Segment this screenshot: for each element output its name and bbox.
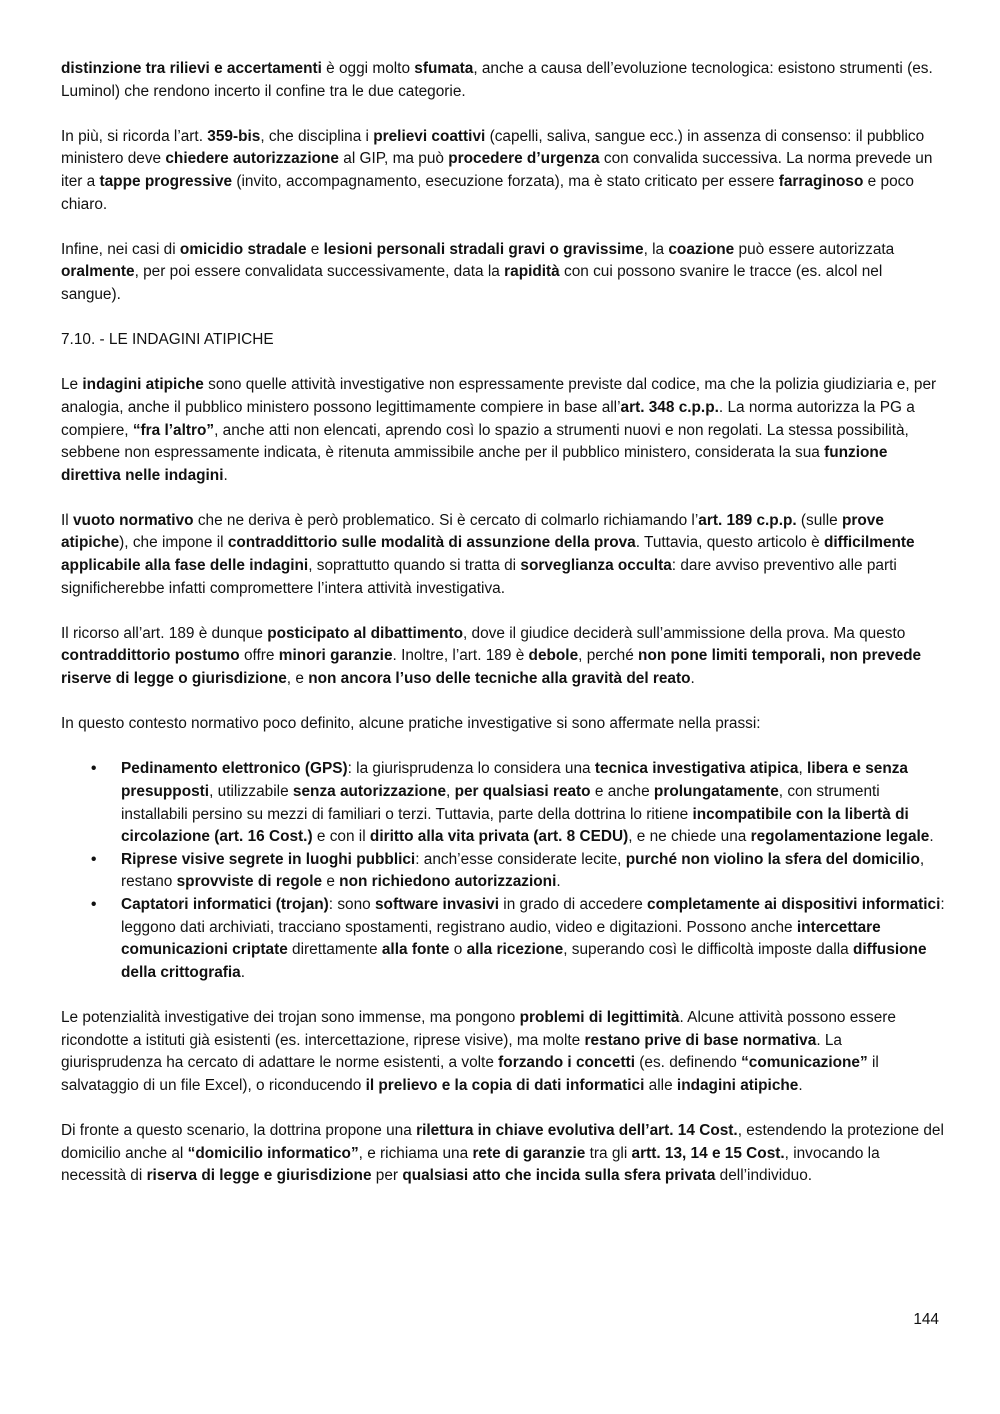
text-run: (es. definendo <box>634 1054 742 1072</box>
bold-text: non pone limiti temporali, non prevede riserve di legge o giurisdizione <box>61 647 922 688</box>
bold-text: riserva di legge e giurisdizione <box>146 1167 372 1185</box>
bullet-icon: • <box>91 895 97 913</box>
bold-text: art. 348 c.p.p. <box>620 398 719 416</box>
text-run: : sono <box>328 895 375 913</box>
bold-text: tecnica investigativa atipica <box>594 760 799 778</box>
list-item <box>91 758 946 848</box>
bold-text: difficilmente applicabile alla fase delle indagini <box>61 534 915 575</box>
text-run: il salvataggio di un file Excel), o riconducendo <box>61 1054 879 1094</box>
bold-text: alla ricezione <box>466 941 564 959</box>
text-run: , superando così le difficoltà imposte dalla <box>563 941 853 959</box>
text-run: in grado di accedere <box>499 895 648 913</box>
bold-text: contraddittorio postumo <box>61 647 240 665</box>
text-run: , <box>798 760 808 778</box>
list-item <box>91 894 946 984</box>
text-run: . <box>223 466 228 484</box>
bold-text: artt. 13, 14 e 15 Cost. <box>631 1144 785 1162</box>
bold-text: sfumata <box>414 60 474 77</box>
text-run: , invocando la necessità di <box>61 1144 880 1185</box>
bold-text: art. 189 c.p.p. <box>698 511 797 529</box>
bold-text: libera e senza presupposti <box>121 760 908 800</box>
text-run: . <box>556 873 561 891</box>
bold-text: funzione direttiva nelle indagini <box>61 444 888 484</box>
text-run: e <box>306 240 324 258</box>
text-run: : la giurisprudenza lo considera una <box>347 760 595 778</box>
text-run: , con strumenti installabili persino su mezzi di familiari o terzi. Tuttavia, parte della dottrina lo ritiene <box>121 783 880 823</box>
bold-text: qualsiasi atto che incida sulla sfera privata <box>402 1167 716 1185</box>
text-run: Il ricorso all’art. 189 è dunque <box>61 624 268 642</box>
text-run: , soprattutto quando si tratta di <box>308 557 521 575</box>
paragraph <box>61 1007 946 1097</box>
text-run: al GIP, ma può <box>339 150 449 168</box>
bold-text: sorveglianza occulta <box>520 557 672 575</box>
text-run: Le <box>61 376 83 394</box>
text-run: , anche atti non elencati, aprendo così lo spazio a strumenti nuovi e non regolati. La stessa possibilità, sebbene non espressamente indicata, è ritenuta ammissibile anche per il pubblico ministero, considerata la sua <box>61 421 909 462</box>
bold-text: farraginoso <box>778 172 864 190</box>
bold-text: distinzione tra rilievi e accertamenti <box>61 60 322 77</box>
text-run: . <box>798 1076 803 1094</box>
bold-text: intercettare comunicazioni criptate <box>121 918 881 959</box>
bold-text: prelievi coattivi <box>373 127 486 145</box>
bold-text: rapidità <box>504 263 560 281</box>
paragraph <box>61 713 946 736</box>
bold-text: completamente ai dispositivi informatici <box>647 895 941 913</box>
bold-text: prolungatamente <box>653 783 779 800</box>
paragraph <box>61 239 946 307</box>
text-run: , estendendo la protezione del domicilio anche al <box>61 1121 944 1162</box>
text-run: e <box>322 873 340 891</box>
text-run: . <box>690 670 695 688</box>
text-run: . <box>929 828 934 846</box>
bullet-list <box>61 758 946 984</box>
text-run: , dove il giudice deciderà sull’ammissione della prova. Ma questo <box>463 624 906 642</box>
bold-text: rete di garanzie <box>472 1144 586 1162</box>
list-item-text <box>121 896 945 981</box>
bold-text: software invasivi <box>374 895 500 913</box>
text-run: , <box>446 783 455 800</box>
bold-text: debole <box>528 647 579 665</box>
text-run: , restano <box>121 850 925 891</box>
bold-text: alla fonte <box>381 941 450 959</box>
text-run: dell’individuo. <box>715 1167 813 1185</box>
text-run: In questo contesto normativo poco definito, alcune pratiche investigative si sono affermate nella prassi: <box>61 715 761 733</box>
bold-text: diffusione della crittografia <box>121 941 927 981</box>
text-run: e con il <box>312 828 370 846</box>
bold-text: coazione <box>668 240 735 258</box>
text-run: , e richiama una <box>358 1144 473 1162</box>
bold-text: procedere d’urgenza <box>448 150 600 168</box>
bold-text: prove atipiche <box>61 511 884 552</box>
text-run: (capelli, saliva, sangue ecc.) in assenza di consenso: il pubblico ministero deve <box>61 127 925 168</box>
text-run: , per poi essere convalidata successivamente, data la <box>134 263 505 281</box>
bold-text: restano prive di base normativa <box>584 1031 817 1049</box>
bold-text: minori garanzie <box>278 647 393 665</box>
text-run: (invito, accompagnamento, esecuzione forzata), ma è stato criticato per essere <box>232 172 779 190</box>
list-item <box>91 849 946 894</box>
bold-text: “domicilio informatico” <box>187 1144 359 1162</box>
text-run: . La norma autorizza la PG a compiere, <box>61 398 915 439</box>
text-run: . <box>240 963 246 981</box>
bold-text: chiedere autorizzazione <box>165 150 339 168</box>
bold-text: “comunicazione” <box>741 1054 868 1072</box>
conclusion-section <box>61 1007 946 1188</box>
section-heading: 7.10. - LE INDAGINI ATIPICHE <box>61 331 274 349</box>
text-run: che ne deriva è però problematico. Si è cercato di colmarlo richiamando l’ <box>193 511 699 529</box>
text-run: : leggono dati archiviati, tracciano spostamenti, registrano audio, video e digitazioni. Possono anche <box>121 895 945 936</box>
text-run: , utilizzabile <box>209 783 293 800</box>
bold-text: per qualsiasi reato <box>454 783 591 800</box>
bold-text: indagini atipiche <box>676 1076 799 1094</box>
paragraph <box>61 1120 946 1188</box>
bold-text: sprovviste di regole <box>176 873 323 891</box>
bold-text: regolamentazione legale <box>750 828 930 846</box>
text-run: tra gli <box>585 1144 632 1162</box>
text-run: e poco chiaro. <box>61 172 914 213</box>
text-run: alle <box>644 1076 677 1094</box>
text-run: offre <box>239 647 279 665</box>
bold-text: Riprese visive segrete in luoghi pubblici <box>121 850 416 868</box>
page-number: 144 <box>913 1311 939 1328</box>
paragraph <box>61 126 946 216</box>
bold-text: il prelievo e la copia di dati informatici <box>365 1076 645 1094</box>
paragraph <box>61 58 946 103</box>
intro-section <box>61 58 946 307</box>
text-run: , la <box>643 240 669 258</box>
bold-text: lesioni personali stradali gravi o gravissime <box>323 240 644 258</box>
bold-text: incompatibile con la libertà di circolazione (art. 16 Cost.) <box>121 805 909 846</box>
text-run: Infine, nei casi di <box>61 240 180 258</box>
bold-text: purché non violino la sfera del domicilio <box>625 850 920 868</box>
bold-text: omicidio stradale <box>179 240 307 258</box>
text-run: Il <box>61 511 73 529</box>
text-run: . Tuttavia, questo articolo è <box>635 534 824 552</box>
text-run: può essere autorizzata <box>734 240 895 258</box>
text-run: ), che impone il <box>119 534 228 552</box>
text-run: Le potenzialità investigative dei trojan sono immense, ma pongono <box>61 1008 520 1026</box>
text-run: Di fronte a questo scenario, la dottrina propone una <box>61 1121 417 1139</box>
paragraph <box>61 623 946 691</box>
bold-text: non richiedono autorizzazioni <box>339 873 557 891</box>
bold-text: tappe progressive <box>99 172 233 190</box>
text-run: , e <box>286 670 309 688</box>
text-run: . La giurisprudenza ha cercato di adattare le norme esistenti, a volte <box>61 1031 842 1072</box>
bold-text: non ancora l’uso delle tecniche alla gravità del reato <box>308 670 691 688</box>
bold-text: “fra l’altro” <box>132 421 215 439</box>
text-run: In più, si ricorda l’art. <box>61 127 208 145</box>
text-run: per <box>371 1167 403 1185</box>
bold-text: forzando i concetti <box>498 1054 635 1072</box>
bold-text: 359-bis <box>207 127 261 145</box>
bold-text: vuoto normativo <box>72 511 194 529</box>
text-run: è oggi molto <box>321 60 415 77</box>
bullet-icon: • <box>91 760 97 778</box>
document-page <box>61 58 946 1188</box>
bold-text: posticipato al dibattimento <box>267 624 463 642</box>
bold-text: Pedinamento elettronico (GPS) <box>121 760 348 778</box>
list-item-text <box>121 760 934 845</box>
bold-text: Captatori informatici (trojan) <box>121 895 329 913</box>
text-run: o <box>449 941 467 959</box>
paragraph <box>61 510 946 600</box>
bullet-icon: • <box>91 850 97 868</box>
text-run: e anche <box>590 783 654 800</box>
atypical-investigations-section <box>61 374 946 736</box>
text-run: con convalida successiva. La norma prevede un iter a <box>61 150 933 190</box>
text-run: con cui possono svanire le tracce (es. alcol nel sangue). <box>61 263 883 303</box>
bold-text: contraddittorio sulle modalità di assunzione della prova <box>227 534 636 552</box>
text-run: , anche a causa dell’evoluzione tecnologica: esistono strumenti (es. Luminol) che rendono incerto il confine tra le due categorie. <box>61 60 933 100</box>
list-item-text <box>121 851 924 891</box>
paragraph <box>61 374 946 487</box>
text-run: : dare avviso preventivo alle parti significherebbe infatti compromettere l’intera attività investigativa. <box>61 557 897 597</box>
bold-text: indagini atipiche <box>82 376 204 394</box>
bold-text: oralmente <box>61 263 135 281</box>
bold-text: problemi di legittimità <box>519 1008 680 1026</box>
text-run: , e ne chiede una <box>628 828 751 846</box>
text-run: , perché <box>578 647 639 665</box>
text-run: sono quelle attività investigative non espressamente previste dal codice, ma che la polizia giudiziaria e, per analogia, anche il pubblico ministero possono legittimamente compiere in base all’ <box>61 376 937 416</box>
text-run: : anch’esse considerate lecite, <box>415 850 626 868</box>
text-run: direttamente <box>287 941 382 959</box>
text-run: . Inoltre, l’art. 189 è <box>392 647 529 665</box>
bold-text: senza autorizzazione <box>292 783 447 800</box>
text-run: . Alcune attività possono essere ricondotte a istituti già esistenti (es. intercettazione, riprese visive), ma molte <box>61 1008 896 1049</box>
text-run: , che disciplina i <box>260 127 374 145</box>
bold-text: diritto alla vita privata (art. 8 CEDU) <box>369 828 629 846</box>
text-run: (sulle <box>796 511 842 529</box>
bold-text: rilettura in chiave evolutiva dell’art. 14 Cost. <box>416 1121 738 1139</box>
